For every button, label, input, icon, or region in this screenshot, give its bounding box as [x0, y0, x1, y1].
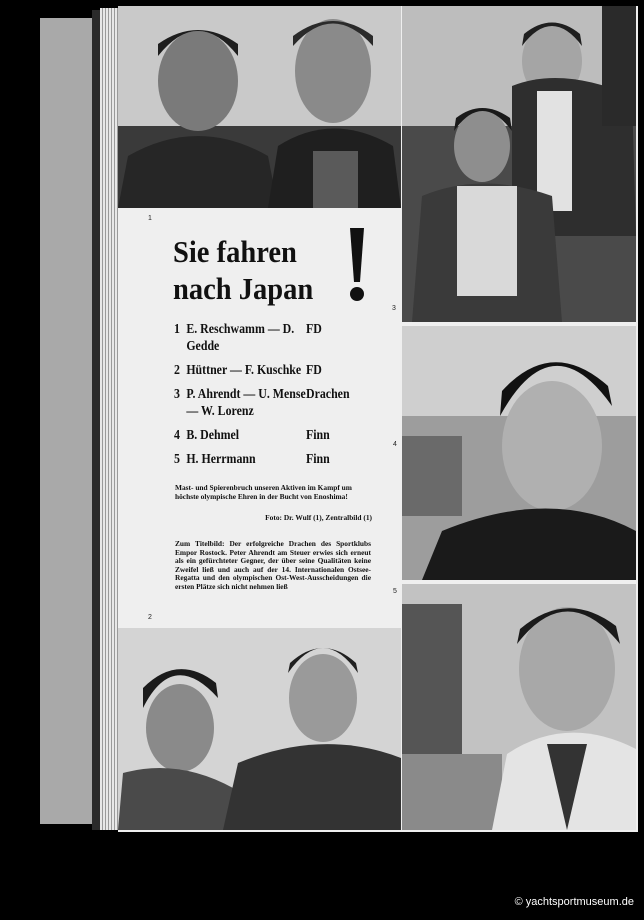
watermark: © yachtsportmuseum.de [514, 896, 634, 908]
boat-class: FD [306, 362, 322, 377]
photo-5 [402, 584, 636, 830]
crew-list [174, 320, 350, 474]
photo-number-3: 3 [392, 305, 396, 312]
crew-row [174, 385, 350, 419]
book-spine [40, 18, 92, 824]
headline-line-2: nach Japan [173, 271, 314, 306]
photo-4 [402, 326, 636, 580]
headline [173, 233, 348, 307]
photo-1 [118, 6, 401, 208]
crew-row [174, 320, 350, 354]
photo-number-4: 4 [393, 441, 397, 448]
crew-names: B. Dehmel [186, 427, 240, 442]
crew-row [174, 450, 350, 467]
boat-class: Finn [306, 451, 330, 466]
boat-class: Finn [306, 427, 330, 442]
crew-names: P. Ahrendt — U. Mense — W. Lorenz [186, 386, 306, 418]
photo-number-2: 2 [148, 614, 152, 621]
photo-number-1: 1 [148, 215, 152, 222]
crew-names: Hüttner — F. Kuschke [186, 362, 302, 377]
photo-credit: Foto: Dr. Wulf (1), Zentralbild (1) [265, 513, 372, 522]
book-binding [92, 10, 100, 830]
caption-wishes: Mast- und Spierenbruch unseren Aktiven im Kampf um höchste olympische Ehren in der Bucht von Enoshima! [175, 483, 352, 501]
caption-cover-photo: Zum Titelbild: Der erfolgreiche Drachen des Sportklubs Empor Rostock. Peter Ahrendt am Steuer erwies sich erneut als ein gefürchteter Gegner, der über seine Qualitäten keine Zweifel ließ und auch auf der 14. Internationalen Ostsee-Regatta und den olympischen Ost-West-Ausscheidungen die ersten Plätze sich nicht nehmen ließ [175, 539, 371, 591]
crew-number: 4 [174, 427, 180, 442]
crew-number: 3 [174, 386, 180, 401]
crew-number: 5 [174, 451, 180, 466]
headline-line-1: Sie fahren [173, 234, 297, 269]
crew-number: 1 [174, 321, 180, 336]
boat-class: Drachen [306, 386, 350, 401]
crew-names: E. Reschwamm — D. Gedde [186, 321, 295, 353]
exclamation-mark-icon [342, 226, 372, 304]
crew-number: 2 [174, 362, 180, 377]
crew-row [174, 361, 350, 378]
photo-3 [402, 6, 636, 322]
crew-names: H. Herrmann [186, 451, 256, 466]
page-edges [100, 8, 120, 830]
photo-number-5: 5 [393, 588, 397, 595]
boat-class: FD [306, 321, 322, 336]
crew-row [174, 426, 350, 443]
photo-2 [118, 628, 401, 830]
